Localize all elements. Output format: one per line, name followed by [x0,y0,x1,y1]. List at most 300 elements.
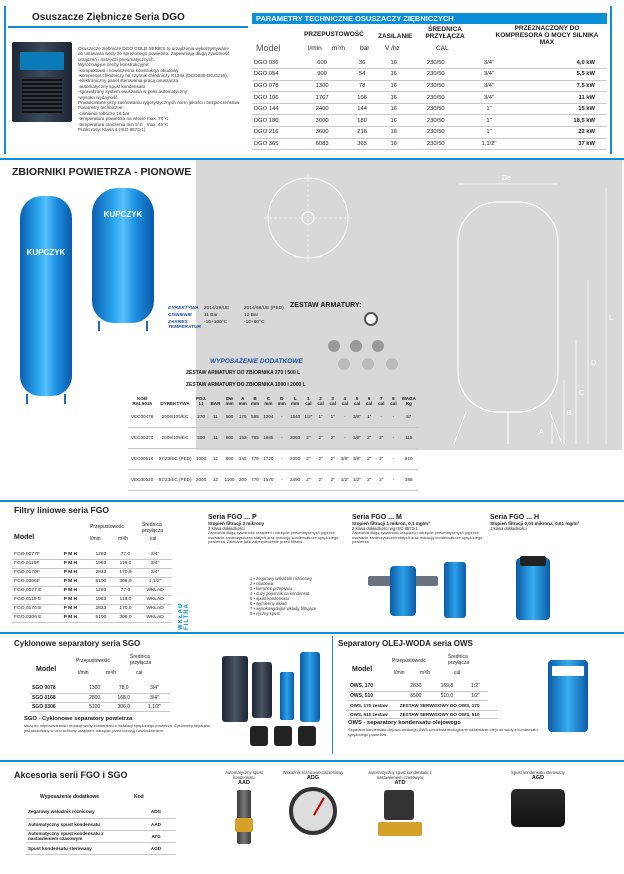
tanks-cell: 2" [367,456,372,461]
fgo-cell: 119,0 [119,597,132,602]
dryer-unit-image [12,42,72,122]
dgo-col-flow-unit2: m³/h [332,45,345,52]
fgo-cell: 2833 [95,606,107,611]
fgo-cell: FGO,0077F [14,551,40,557]
tanks-cell: 210 [404,456,413,461]
acc-table-row [26,842,176,854]
dgo-cell: 1" [486,129,492,136]
dim-d-label: D [591,360,597,367]
dgo-cell: 2400 [315,106,329,113]
tanks-cell: 97/23/EC (PED) [158,456,192,461]
fgo-filter-image-h [516,558,550,620]
tanks-cell: - [392,456,395,461]
tanks-table-row [128,469,418,490]
tanks-cell: 270 [197,413,205,419]
dgo-cell: 16 [390,71,397,78]
sgo-cell: SGO 0168 [32,694,56,701]
fgo-table-row [12,604,172,613]
dgo-cell: 1" [486,106,492,113]
tanks-cell: - [280,435,283,440]
tanks-cell: - [280,456,283,461]
sgo-cell: 3/4" [150,685,159,692]
dgo-cell: 230/50 [426,82,445,89]
equip-line-1: ZESTAW ARMATURY DO ZBIORNIKA 270 I 500 L [186,370,301,376]
sgo-desc: służą do odprowadzania i redukcji wody kondensatu z instalacji sprężonego powietrza. Cyklonowy separator jest stosowany w celu ochrony urządzeń, narzędzi przed korozją i uszkodzeniem. [24,723,211,733]
fgo-cell: P M H [63,615,78,620]
tanks-cell: 2050 [289,435,301,440]
sgo-bowl-images [250,726,320,748]
tanks-header-cell: 8 cal [390,396,397,406]
dgo-cell: DGO 144 [254,106,279,113]
ows-set-cell: ZESTAW SERWISOWY DO OWS, 170 [399,703,480,709]
dgo-cell: 3/4" [483,59,495,66]
acc-cell: Spust kondensatu sterowany [28,845,92,851]
tanks-table-row [128,406,418,427]
dgo-cell: 54 [358,71,366,78]
fgo-cell: P M H [63,551,78,557]
fgo-cell: FGO,0119 E [14,597,42,602]
tanks-cell: 2" [306,456,311,461]
dgo-cell: 216 [357,129,367,136]
dgo-col-comp: PRZEZNACZONY DO KOMPRESORA O MOCY SILNIKA MAX [495,25,599,46]
fittings-title: ZESTAW ARMATURY: [290,302,362,309]
tanks-cell: 600 [225,435,234,440]
tanks-cell: 2350 [289,456,301,461]
dgo-cell: 16 [390,117,397,124]
tanks-cell: 2" [306,435,311,440]
tanks-cell: 500 [225,413,234,419]
fgo-col-m3h: m³/h [118,536,128,542]
dgo-cell: 16 [390,106,397,113]
tanks-cell: 1100 [224,477,235,482]
tanks-cell: 11 [213,413,218,419]
dgo-cell: 230/50 [426,106,445,113]
dgo-desc-line: Punkt rosy: Klasa 4 (ISO 8573-1) [78,127,146,133]
fgo-cell: 1,1/2" [148,579,162,584]
pressure-label: CIŚNIENIE [168,313,192,318]
fgo-table-row [12,613,172,622]
fgo-section [0,500,624,630]
dgo-cell: 144 [357,106,367,113]
acc-col-code: Kod [134,794,144,800]
ows-desc-title: OWS - separatory kondensatu olejowego [348,720,461,726]
tanks-cell: 2" [379,456,384,461]
ows-col-flow: Przepustowość [392,658,426,664]
acc-item-code: ATD [394,780,406,786]
adg-gauge-image [289,787,337,835]
tanks-cell: VEC00518 [131,456,154,461]
dgo-cell: 230/50 [426,59,445,66]
ows-separator-image [548,660,588,732]
dgo-cell: 106 [357,94,367,101]
fgo-cell: FGO,0306F [14,579,40,584]
fgo-cell: FGO,0077 E [14,588,42,593]
fgo-col-model: Model [14,534,35,541]
dgo-desc-line: Osuszacze ziębnicze DGO GOLD SERIES to urządzenia wykorzystywane [78,46,229,51]
dgo-desc-line: -wysoka wydajność [78,94,118,100]
dgo-col-flow: PRZEPUSTOWOŚĆ [304,31,364,38]
dgo-cell: 36 [358,59,366,66]
ows-title: Separatory OLEJ-WODA seria OWS [338,639,473,648]
fgo-series-h-title: Seria FGO ... H [490,514,540,521]
fgo-filter-image-m [444,562,466,618]
tanks-header-cell: C mm [264,396,273,406]
fgo-cell: 2833 [95,570,107,575]
acc-cell: AAD [151,821,161,827]
fgo-legend-item: 4 • duży pojemnik na kondensat [250,591,310,596]
fgo-table-row [12,559,172,568]
dgo-left-border [4,6,6,154]
tanks-header-cell: 6 cal [365,396,373,406]
dgo-cell: 3/4" [483,94,495,101]
tanks-cell: 145 [238,456,247,461]
fgo-series-p-sub: Stopień filtracji 3 mikrony [208,521,265,526]
directive-table [168,306,308,330]
dim-l-label: L [609,315,613,322]
dgo-cell: DGO 054 [254,71,279,78]
ows-cell: OWS, 510 [350,692,374,699]
sgo-cell: 3/4" [150,694,159,701]
tanks-cell: 1/2" [352,477,362,482]
dgo-desc-line: -kompaktowa i nowoczesna konstrukcja obudowy [78,67,179,73]
tanks-cell: 2" [318,477,323,482]
fgo-series-m-sub2: 2 klasa dokładności wg ISO 8573-1 [352,526,418,531]
acc-item-label: Wskaźnik różnicowo-ciśnieniowy [282,770,344,775]
dgo-cell: DGO 180 [254,117,279,124]
tanks-cell: 500 [197,435,205,440]
fgo-series-p-title: Seria FGO ... P [208,514,257,521]
ows-set-table [348,702,498,719]
tanks-cell: 2" [379,435,384,440]
tanks-cell: 2" [318,456,323,461]
aad-image [237,790,251,844]
tanks-cell: 1" [367,413,372,419]
ows-set-row [348,702,498,710]
fgo-cell: FGO,0119F [14,561,40,566]
tanks-cell: VEC00478 [131,413,154,419]
acc-col-name: Wyposażenie dodatkowe [40,794,100,800]
dgo-cell: 15 kW [578,106,595,113]
fgo-series-m-desc: Zapewnia długą żywotność urządzeń i narzędzi pneumatycznych poprzez usuwanie zanieczyszczeń stałych oraz redukcję kondensatu ze sprężonego powietrza. [352,530,483,545]
dgo-cell: 16 [390,59,397,66]
dgo-cell: 1300 [315,82,329,89]
ows-table-row [348,691,488,700]
tanks-cell: 1685 [263,435,274,440]
sgo-col-flow: Przepustowość [76,658,110,664]
tank-brand-left: KUPCZYK [26,248,66,257]
sgo-col-diam: Średnica przyłącza [130,654,152,666]
fgo-series-h [490,514,620,531]
tanks-cell: 3/8" [352,413,362,419]
sgo-title: Cyklonowe separatory seria SGO [14,639,141,648]
fgo-series-h-sub2: 1 klasa dokładności [490,526,527,531]
sgo-table [30,684,170,712]
dgo-cell: 6083 [315,140,329,147]
fittings-gauge-icon [364,312,378,326]
tanks-cell: 2" [367,435,372,440]
dgo-cell: 78 [358,82,366,89]
ows-cell: 510,0 [440,692,454,699]
tanks-header-cell: L mm [291,396,300,406]
fgo-table-row [12,550,172,559]
tanks-cell: - [280,477,283,482]
sgo-table-row [30,693,170,702]
fgo-series-p-desc: Zapewnia długą żywotność urządzeń i narzędzi pneumatycznych poprzez usuwanie zanieczyszczeń stałych oraz redukcję kondensatu ze sprężonego powietrza. Zalecane jako zabezpieczenie przed filtrami. [208,530,339,545]
tanks-cell: 2" [306,477,311,482]
acc-item-agd [498,770,578,827]
fgo-table-row [12,577,172,586]
tanks-section [0,158,624,498]
sgo-cell: 306,0 [117,703,130,710]
sgo-cell: 2800 [89,694,101,701]
acc-title: Akcesoria serii FGO i SGO [14,770,128,780]
acc-table-row [26,806,176,818]
dgo-table-row [252,69,607,81]
dgo-cell: 365 [357,140,367,147]
tanks-cell: 2" [330,477,335,482]
tanks-cell: 2009/105/EC [161,435,189,440]
sgo-cell: 5100 [89,703,101,710]
tanks-cell: 1" [330,413,335,419]
sgo-separator-image-2 [252,662,272,718]
sgo-cell: 1300 [89,685,101,692]
dgo-table-headers [252,26,607,56]
sgo-desc-title: SGO - Cyklonowe separatory powietrza [24,716,133,722]
fgo-cell: FGO,0170 E [14,606,42,611]
fgo-legend-item: 3 • kierunek przepływu [250,586,292,591]
tanks-cell: 57 [406,413,412,419]
tank-legs-left [26,394,66,404]
acc-item-label: Spust kondensatu sterowany [511,770,565,775]
fgo-series-m-sub: Stopień filtracji 1 mikron, 0,1 mg/m³ [352,521,430,526]
tanks-cell: 3/8" [340,456,349,461]
dgo-cell: 7,5 kW [576,82,595,89]
dgo-col-flow-unit1: l/min [308,45,322,52]
dgo-desc-line: -kompresor chłodniczy na czynnik chłodniczy R134a (DGO036-DGO216), [78,73,228,79]
tanks-cell: 115 [405,435,413,440]
directive-value: 2014/29/UE [204,306,230,311]
tanks-cell: - [392,477,395,482]
atd-image [378,790,422,840]
sgo-separator-image-blue-2 [300,652,320,722]
dgo-title: Osuszacze Ziębnicze Seria DGO [32,12,185,23]
tanks-cell: 2490 [289,477,301,482]
tanks-cell: 388 [404,477,413,482]
tanks-cell: 2" [367,477,372,482]
dgo-table-row [252,127,607,139]
fgo-cell: P M H [63,579,78,584]
directive-value: 2014/68/UE (PED) [244,306,284,311]
tanks-cell: 1/2" [340,477,349,482]
tanks-cell: 1540 [289,413,301,419]
tanks-header-cell: 7 cal [378,396,385,406]
tanks-cell: 770 [251,477,259,482]
sgo-col-lmin: l/min [78,670,89,676]
temp-value: -10+100°C [204,320,228,325]
dgo-cell: 16 [390,140,397,147]
fgo-title: Filtry liniowe seria FGO [14,505,109,515]
fgo-table [12,550,172,623]
tanks-cell: - [392,413,395,419]
tanks-cell: 1720 [263,456,274,461]
tanks-cell: - [280,413,283,419]
fgo-cell: 5100 [95,579,107,584]
ows-col-m3h: m³/h [420,670,430,676]
fgo-cell: P M H [63,606,78,611]
dgo-table-row [252,138,607,150]
fgo-table-header [12,522,172,548]
tank-legs-right [98,321,148,331]
fgo-cell: FGO,0306 E [14,615,42,620]
tank-image-right [92,188,154,323]
dgo-col-diam-unit: CAL [436,45,449,52]
ows-table-row [348,682,488,691]
tanks-header-cell: Dw mm [225,396,234,406]
fgo-col-lmin: l/min [90,536,101,542]
tanks-cell: 1304 [263,413,274,419]
dgo-cell: 230/50 [426,140,445,147]
tanks-header-cell: A mm [238,396,247,406]
sgo-cell: 168,0 [117,694,130,701]
fgo-side-label: WKŁAD FILTRA [178,602,190,630]
tanks-header-cell: 5 cal [353,396,361,406]
fgo-cell: 306,0 [119,615,132,620]
dgo-cell: 16 [390,129,397,136]
fgo-cell: 1283 [95,588,107,593]
dgo-col-model: Model [256,43,281,53]
fgo-series-p-sub2: 3 klasa dokładności [208,526,245,531]
equip-line-2: ZESTAW ARMATURY DO ZBIORNIKA 1000 I 2000 L [186,382,306,388]
ows-col-diam: Średnica przyłącza [448,654,470,666]
fgo-cell: 3/4" [150,551,160,557]
dgo-cell: 180 [357,117,367,124]
dgo-cell: 230/50 [426,129,445,136]
acc-cell: AGD [150,845,162,851]
sgo-table-row [30,684,170,693]
dgo-cell: 600 [317,59,327,66]
fgo-cell: 1983 [95,561,107,566]
dgo-cell: DGO 106 [254,94,279,101]
dgo-cell: 18,5 kW [573,117,595,124]
tanks-header-cell: BAR [210,401,221,406]
dgo-cell: 900 [317,71,327,78]
tanks-cell: 2000 [195,477,207,482]
acc-item-code: AAD [238,780,250,786]
fgo-table-row [12,586,172,595]
ows-cell: 1/2" [471,692,480,699]
tanks-table-row [128,448,418,469]
fgo-legend-item: 6 • wymienny wkład [250,601,287,606]
fgo-cell: P M H [63,588,78,593]
dgo-table-row [252,57,607,69]
fgo-cell: P M H [63,561,78,566]
acc-cell: Automatyczny spust kondensatu [28,821,100,827]
fgo-cell: 77,0 [120,551,131,557]
sgo-cell: SGO 0078 [32,685,56,692]
acc-item-code: ADG [306,775,320,781]
fgo-cell: WKŁAD [146,606,164,611]
dgo-desc-line: Parametry techniczne: [78,105,124,111]
dgo-cell: 1767 [315,94,329,101]
dgo-cell: 230/50 [426,94,445,101]
ows-table-header [348,654,508,680]
acc-table-row [26,830,176,842]
dgo-desc-line: -ciśnienie robocze 16 bar [78,110,130,116]
fgo-series-h-sub: Stopień filtracji 0,01 mikrona, 0,01 mg/m³ [490,521,580,526]
fgo-cell: 3/4" [150,570,160,575]
sgo-table-row [30,702,170,711]
dim-a-label: A [539,429,544,436]
acc-top-line [0,760,624,762]
fgo-col-cal: cal [150,536,157,542]
dgo-col-bar: bar [360,45,370,52]
fgo-legend [250,576,360,616]
dgo-section [0,0,624,155]
tanks-cell: 2" [330,456,335,461]
fgo-col-flow: Przepustowość [90,524,124,530]
tanks-cell: 2" [318,435,323,440]
dgo-desc-line: urządzeń i narzędzi pneumatycznych. [78,56,155,62]
sgo-top-line [0,632,624,634]
dgo-cell: 3600 [315,129,329,136]
ows-cell: 169,8 [440,683,454,690]
dgo-cell: 11 kW [578,94,595,101]
ows-desc: Separator kondensatu olejowo-wodnego OWS umożliwia ekologiczne oddzielanie oleju od wody z kondensatu sprężonego powietrza. [348,727,538,737]
tanks-cell: 11 [213,435,218,440]
dgo-cell: 3/4" [483,82,495,89]
acc-item-adg [280,770,346,835]
directive-label: DYREKTYWA [168,306,199,311]
acc-section [0,760,624,874]
tanks-header-cell: 4 cal [341,396,349,406]
tanks-header-cell: 1 cal [305,396,312,406]
tanks-header-cell: B mm [250,396,260,406]
fgo-col-diam: Średnica przyłącza [142,522,164,534]
dgo-col-supply-unit: V /hz [385,45,400,52]
tanks-table-row [128,427,418,448]
sgo-col-model: Model [36,666,57,673]
tanks-cell: 1570 [263,477,274,482]
acc-table [26,806,176,855]
fgo-cell: WKŁAD [146,588,164,593]
tanks-cell: 153 [238,435,247,440]
tanks-header-cell: DYREKTYWA [160,401,190,406]
dim-de-label: De [502,175,511,182]
dgo-cell: DGO 216 [254,129,279,136]
dgo-cell: 230/50 [426,117,445,124]
fgo-cell: WKŁAD [146,615,164,620]
sgo-cell: 78,0 [118,685,129,692]
tanks-header-cell: D mm [277,396,286,406]
fgo-cell: 306,0 [119,579,132,584]
tanks-header-cell: 3 cal [329,396,336,406]
ows-set-cell: OWS, 510 zestaw [350,711,388,717]
tanks-cell: 12 [212,477,218,482]
tanks-cell: 3/8" [352,456,362,461]
fgo-series-m-title: Seria FGO ... M [352,514,402,521]
tanks-cell: VEC00520 [131,477,154,482]
dgo-table-row [252,103,607,115]
fgo-table-row [12,595,172,604]
sgo-separator-image [222,656,248,722]
dgo-desc-line: Wyróżniające cechy konstrukcyjne: [78,62,150,68]
fgo-cell: 3/4" [150,561,160,566]
tanks-cell: 2" [379,477,384,482]
dgo-cell: DGO 365 [254,140,279,147]
fgo-cell: 1983 [95,597,107,602]
dgo-desc-line: -temperatura otoczenia min 5°C , max. 45°C [78,121,169,127]
sgo-col-m3h: m³/h [106,670,116,676]
